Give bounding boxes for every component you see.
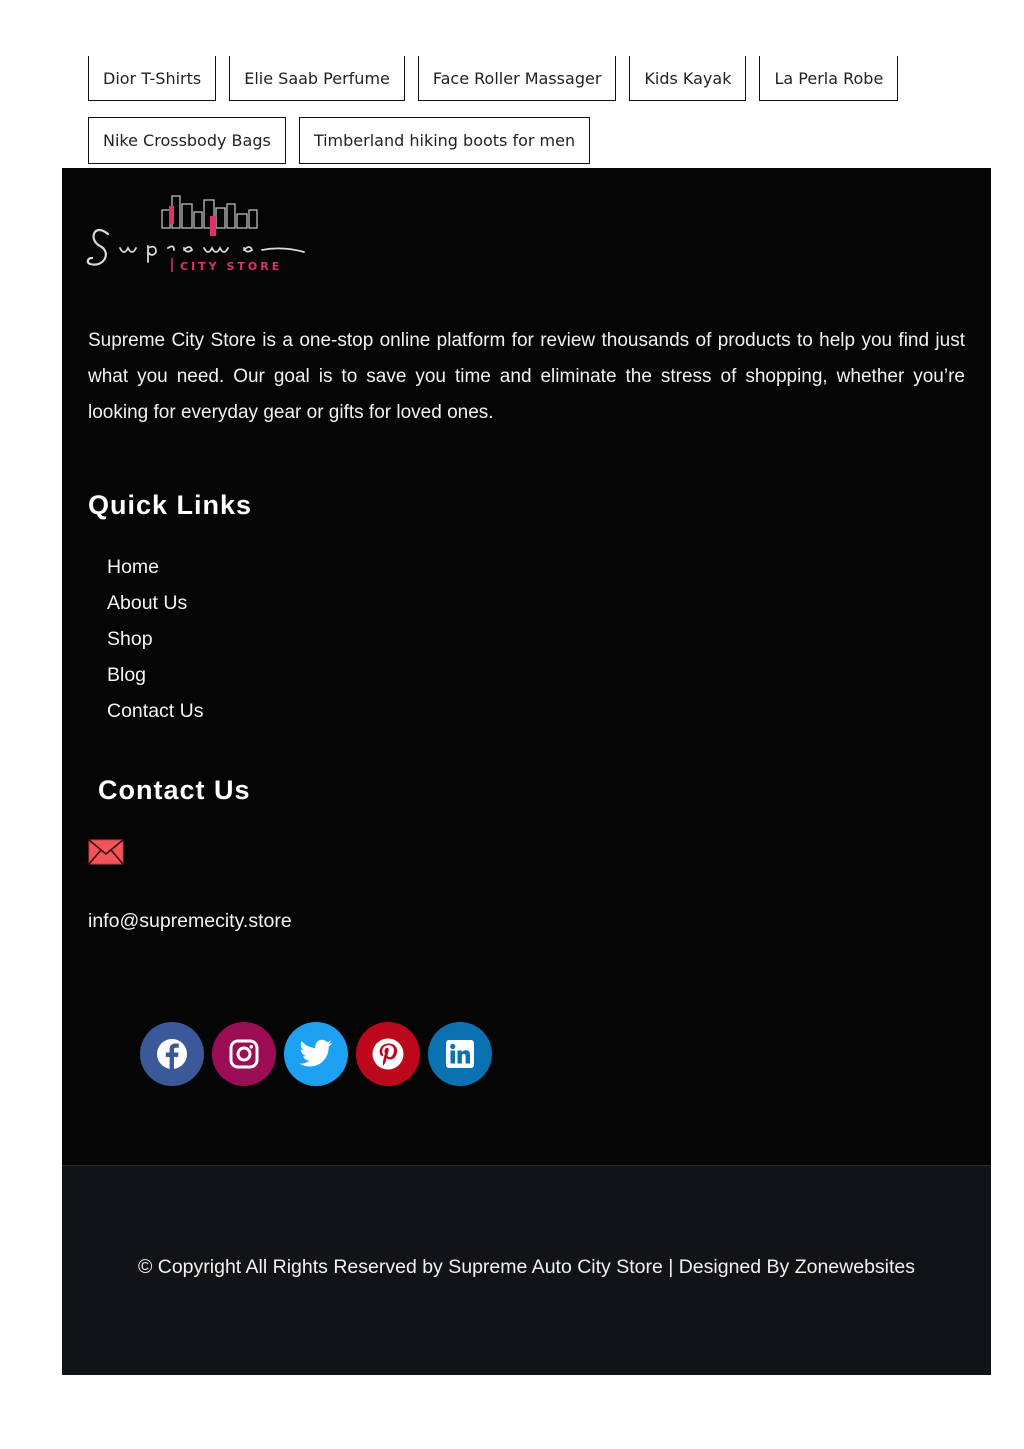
tag-la-perla-robe[interactable]: La Perla Robe	[759, 56, 898, 101]
link-about-us[interactable]: About Us	[107, 592, 188, 614]
about-text: Supreme City Store is a one-stop online platform for review thousands of products to help you find just what you need. Our goal is to save you time and eliminate the stress of shopping, whether you’re looking for everyday gear or gifts for loved ones.	[88, 330, 965, 423]
tag-dior-t-shirts[interactable]: Dior T-Shirts	[88, 56, 216, 101]
linkedin-icon[interactable]	[428, 1022, 492, 1086]
footer-bottom-bar	[62, 1165, 991, 1375]
tag-nike-crossbody-bags[interactable]: Nike Crossbody Bags	[88, 117, 286, 164]
tag-kids-kayak[interactable]: Kids Kayak	[629, 56, 746, 101]
site-footer	[62, 168, 991, 1165]
social-links	[140, 1022, 492, 1086]
facebook-icon[interactable]	[140, 1022, 204, 1086]
tag-elie-saab-perfume[interactable]: Elie Saab Perfume	[229, 56, 405, 101]
envelope-icon	[88, 839, 124, 865]
tag-row-2	[88, 117, 968, 164]
link-blog[interactable]: Blog	[107, 664, 147, 686]
twitter-icon[interactable]	[284, 1022, 348, 1086]
contact-heading: Contact Us	[98, 775, 251, 805]
instagram-icon[interactable]	[212, 1022, 276, 1086]
pinterest-icon[interactable]	[356, 1022, 420, 1086]
link-home[interactable]: Home	[107, 556, 160, 578]
link-contact-us[interactable]: Contact Us	[107, 700, 204, 722]
supreme-city-store-logo[interactable]	[86, 192, 338, 278]
product-tags	[88, 56, 968, 180]
logo-subtext: CITY STORE	[180, 260, 283, 273]
quick-links-list	[107, 549, 203, 729]
quick-links-heading: Quick Links	[88, 490, 253, 520]
tag-face-roller-massager[interactable]: Face Roller Massager	[418, 56, 617, 101]
tag-row-1	[88, 56, 968, 101]
link-shop[interactable]: Shop	[107, 628, 153, 650]
contact-email[interactable]: info@supremecity.store	[88, 910, 292, 932]
copyright-text: © Copyright All Rights Reserved by Supreme Auto City Store | Designed By Zonewebsites	[137, 1256, 916, 1278]
tag-timberland-hiking-boots[interactable]: Timberland hiking boots for men	[299, 117, 590, 164]
